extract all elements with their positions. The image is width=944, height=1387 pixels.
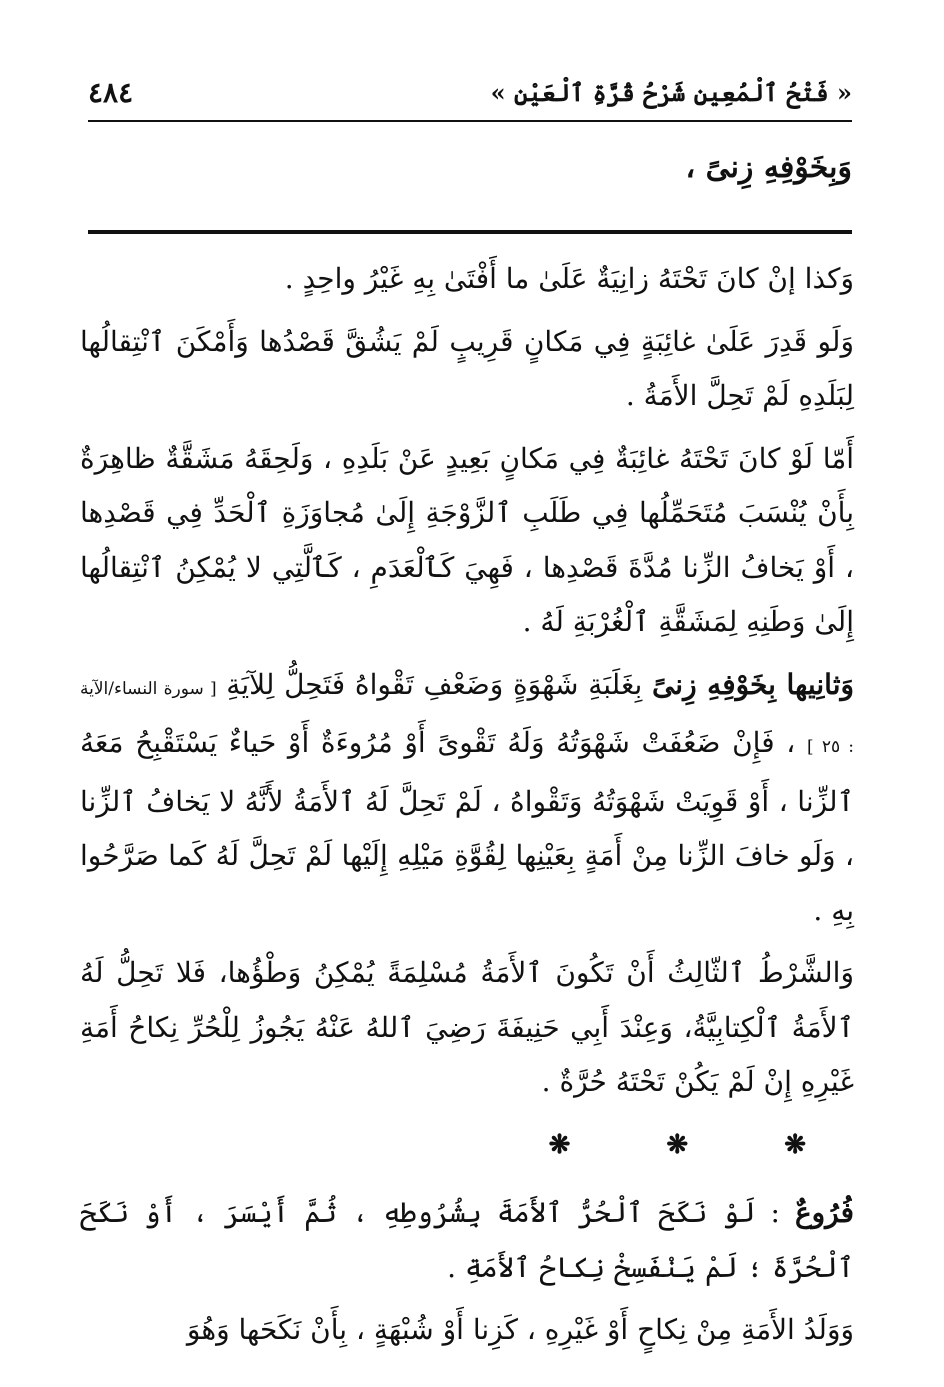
paragraph-4-text: بِغَلَبَةِ شَهْوَةٍ وَضَعْفِ تَقْواهُ فَتَحِلُّ لِلآيَةِ xyxy=(216,667,652,701)
star-ornament: ❋ xyxy=(548,1129,571,1160)
paragraph-4-rest: ، فَإِنْ ضَعُفَتْ شَهْوَتُهُ وَلَهُ تَقْوىً أَوْ مُرُوءَةٌ أَوْ حَياءٌ يَسْتَقْبِحُ مَعَهُ ٱلزِّنا ، أَوْ قَوِيَتْ شَهْوَتُهُ وَتَقْواهُ ، لَمْ تَحِلَّ لَهُ ٱلأَمَةُ لأَنَّهُ لا يَخافُ ٱلزِّنا ، وَلَو خافَ الزِّنا مِنْ أَمَةٍ بِعَيْنِها لِقُوَّةِ مَيْلِهِ إِلَيْها لَمْ تَحِلَّ لَهُ كَما صَرَّحُوا بِهِ . xyxy=(80,726,854,927)
paragraph-2: وَلَو قَدِرَ عَلَىٰ غائِبَةٍ فِي مَكانٍ قَرِيبٍ لَمْ يَشُقَّ قَصْدُها وَأَمْكَنَ ٱنْتِقالُها لِبَلَدِهِ لَمْ تَحِلَّ الأَمَةُ . xyxy=(80,324,854,412)
commentary-body xyxy=(80,252,854,1387)
section-divider xyxy=(80,1118,854,1173)
running-title: « فَتْحُ ٱلْمُعِينِ شَرْحُ قُرَّةِ ٱلْعَيْنِ » xyxy=(490,77,852,107)
quran-reference: [ سورة النساء/الآية : ٢٥ ] xyxy=(80,678,854,757)
paragraph-6 xyxy=(80,1186,854,1295)
paragraph-5: وَالشَّرْطُ ٱلثّالِثُ أَنْ تَكُونَ ٱلأَمَةُ مُسْلِمَةً يُمْكِنُ وَطْؤُها، فَلا تَحِلُّ لَهُ ٱلأَمَةُ ٱلْكِتابِيَّةُ، وَعِنْدَ أَبِي حَنِيفَةَ رَضِيَ ٱللهُ عَنْهُ يَجُوزُ لِلْحُرِّ نِكاحُ أَمَةِ غَيْرِهِ إِنْ لَمْ يَكُنْ تَحْتَهُ حُرَّةٌ . xyxy=(80,956,854,1098)
furu-heading: فُرُوعٌ xyxy=(794,1196,854,1229)
star-ornament: ❋ xyxy=(784,1129,806,1160)
page-header xyxy=(88,66,852,118)
star-ornament: ❋ xyxy=(666,1129,689,1160)
matn-inline: وَثانِيها بِخَوْفِهِ زِنىً xyxy=(651,667,855,701)
paragraph-3: أَمّا لَوْ كانَ تَحْتَهُ غائِبَةٌ فِي مَكانٍ بَعِيدٍ عَنْ بَلَدِهِ ، وَلَحِقَهُ مَشَقَّةٌ ظاهِرَةٌ بِأَنْ يُنْسَبَ مُتَحَمِّلُها فِي طَلَبِ ٱلزَّوْجَةِ إِلَىٰ مُجاوَزَةِ ٱلْحَدِّ فِي قَصْدِها ، أَوْ يَخافُ الزِّنا مُدَّةَ قَصْدِها ، فَهِيَ كَٱلْعَدَمِ ، كَٱلَّتِي لا يُمْكِنُ ٱنْتِقالُها إِلَىٰ وَطَنِهِ لِمَشَقَّةِ ٱلْغُرْبَةِ لَهُ . xyxy=(80,441,854,638)
page-number: ٤٨٤ xyxy=(88,75,134,109)
matn-separator-rule xyxy=(88,230,852,234)
paragraph-7: وَوَلَدُ الأَمَةِ مِنْ نِكاحٍ أَوْ غَيْرِهِ ، كَزِنا أَوْ شُبْهَةٍ ، بِأَنْ نَكَحَها وَهُوَ xyxy=(186,1313,854,1346)
matn-text: وَبِخَوْفِهِ زِنىً ، xyxy=(685,150,852,185)
paragraph-1: وَكذا إنْ كانَ تَحْتَهُ زانِيَةٌ عَلَىٰ ما أَفْتَىٰ بِهِ غَيْرُ واحِدٍ . xyxy=(284,262,854,295)
paragraph-6-text: : لَوْ نَكَحَ ٱلْحُرُّ ٱلأَمَةَ بِشُرُوطِهِ ، ثُمَّ أَيْسَرَ ، أَوْ نَكَحَ ٱلْحُرَّةَ ؛ لَمْ يَنْفَسِخْ نِكاحُ ٱلأَمَةِ . xyxy=(80,1196,854,1284)
header-rule xyxy=(88,120,852,122)
paragraph-4 xyxy=(80,658,854,939)
